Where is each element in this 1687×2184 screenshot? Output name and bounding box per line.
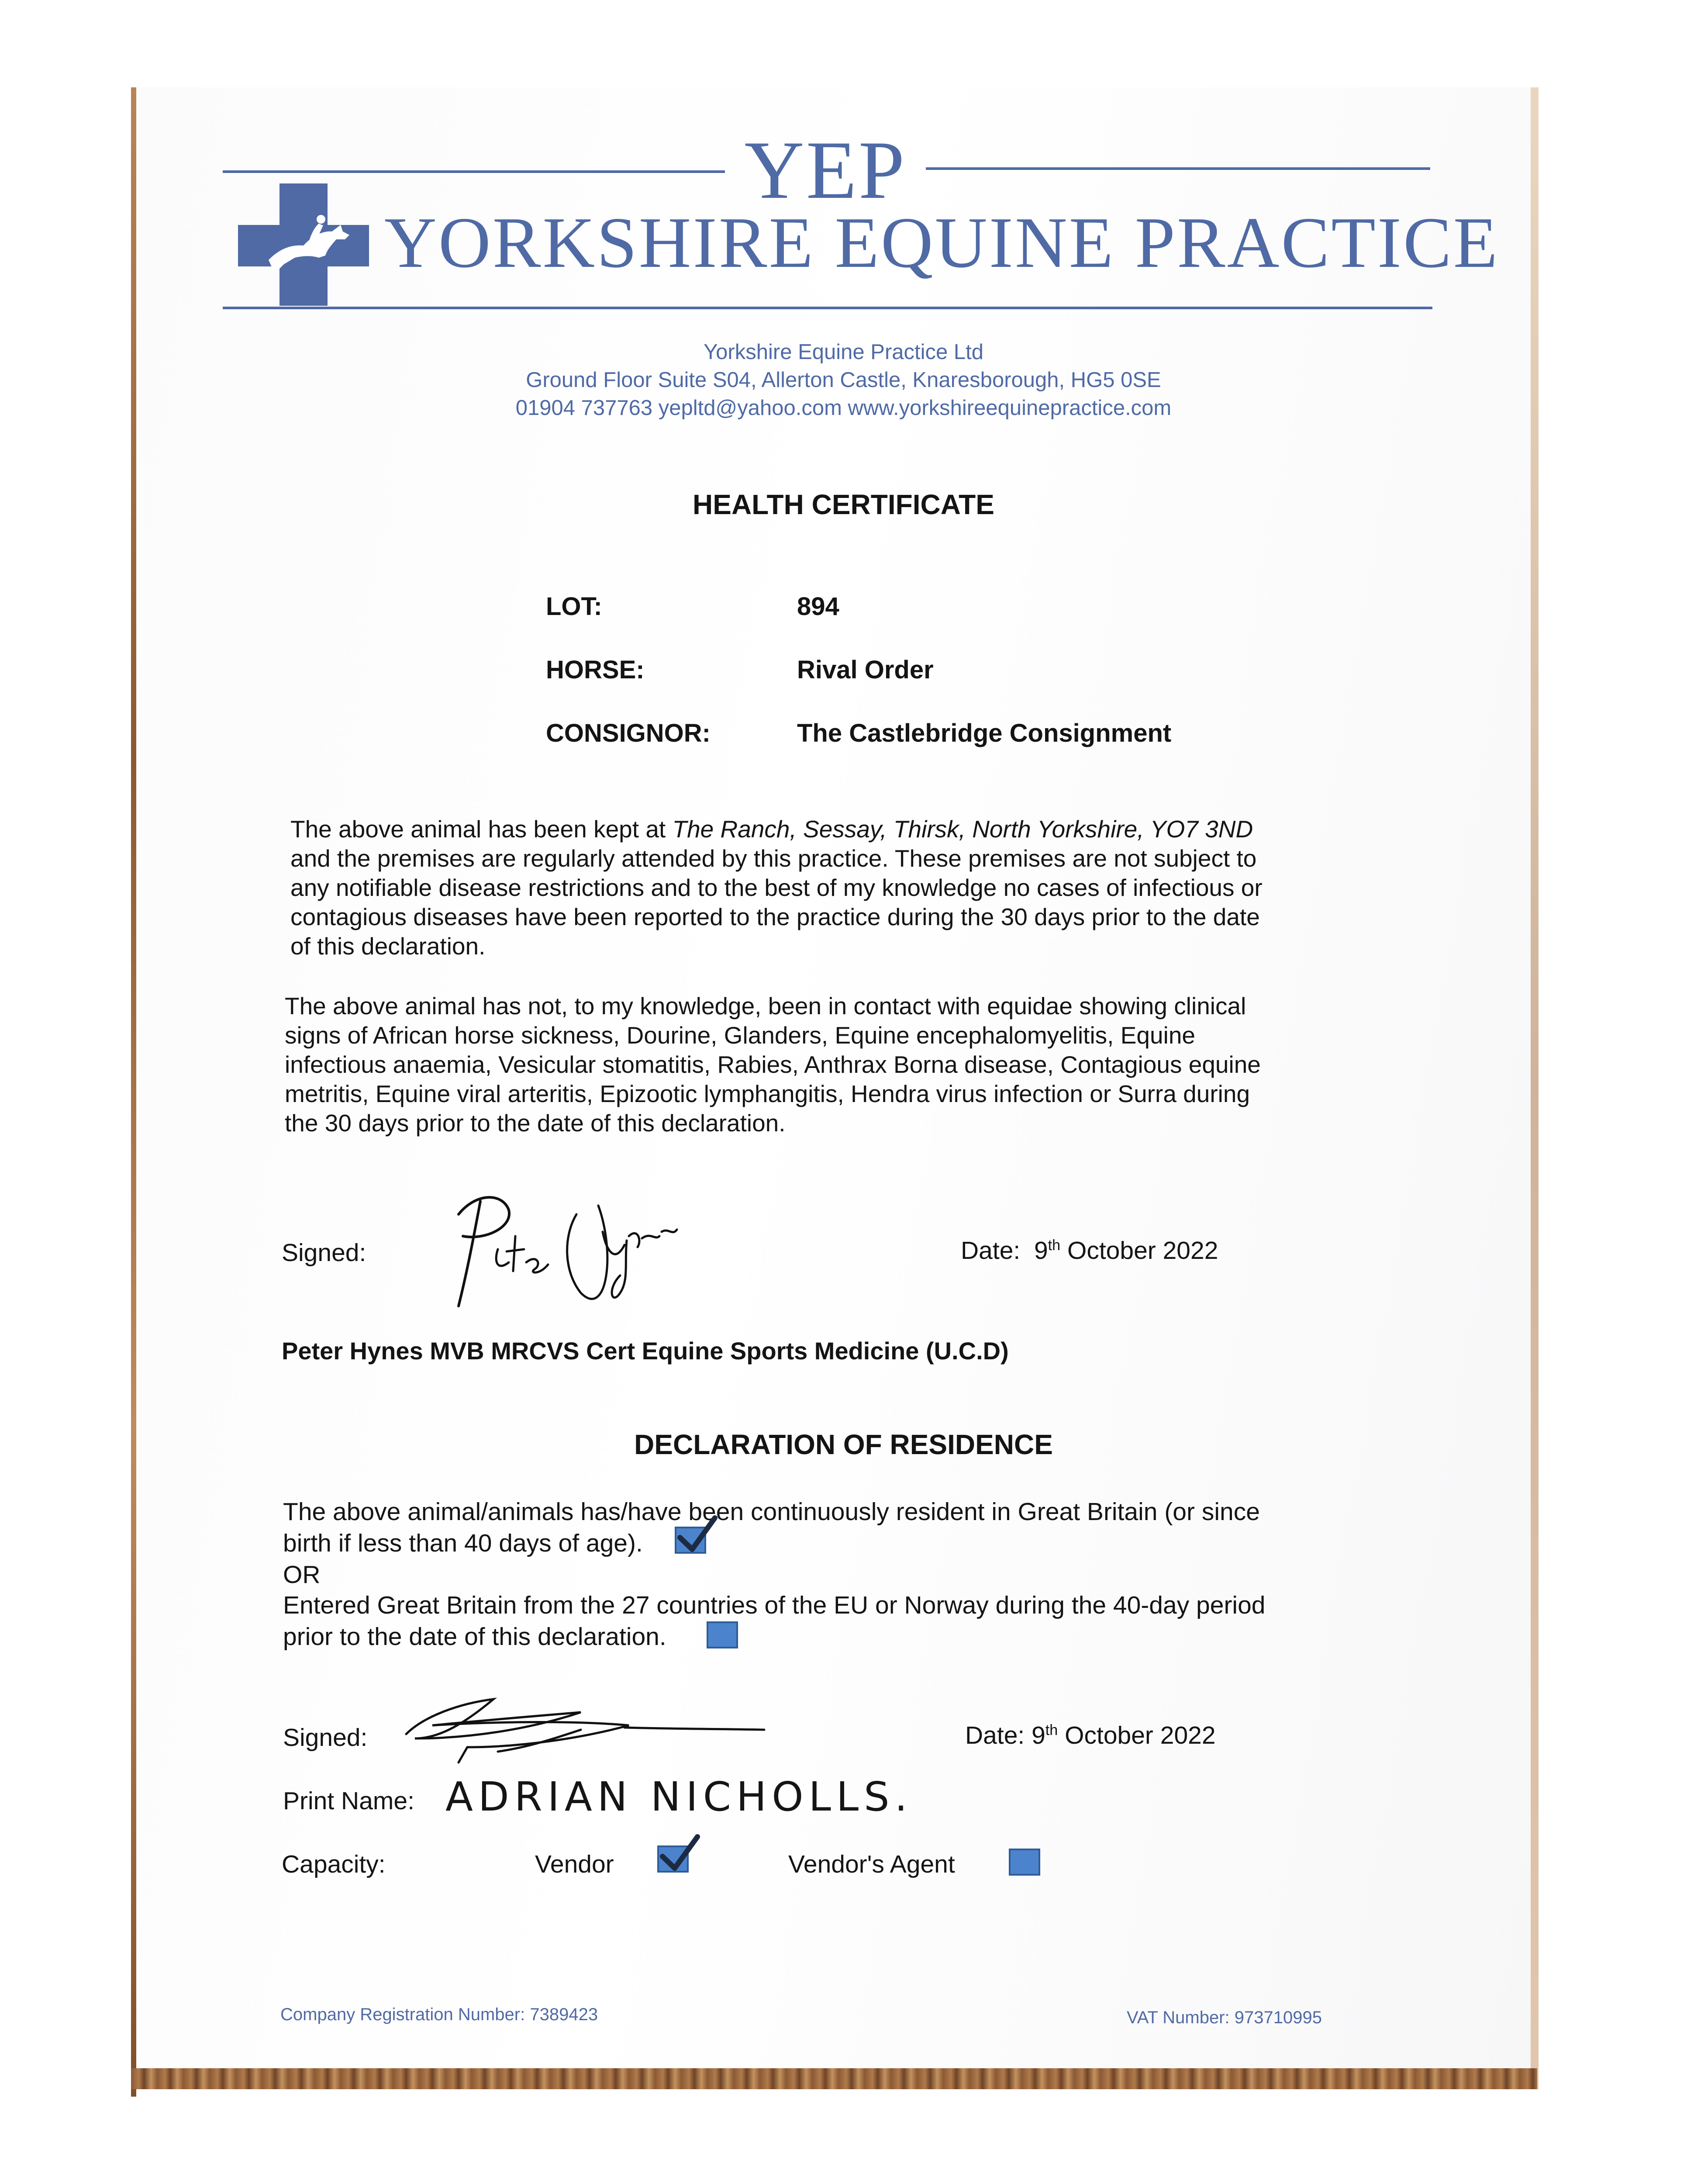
wood-edge-bottom: [131, 2068, 1537, 2089]
health-certificate-title: HEALTH CERTIFICATE: [693, 489, 994, 520]
vendor-label: Vendor: [535, 1850, 614, 1878]
checkmark-icon: [675, 1514, 718, 1557]
horse-label: HORSE:: [546, 656, 645, 684]
residence-option1-line1: The above animal/animals has/have been continuously resident in Great Britain (or since: [283, 1498, 1260, 1526]
company-name: Yorkshire Equine Practice Ltd: [704, 340, 983, 364]
residence-option1-line2: birth if less than 40 days of age).: [283, 1529, 643, 1557]
premises-location: The Ranch, Sessay, Thirsk, North Yorkshire, YO7 3ND: [672, 816, 1253, 843]
premises-line-4: contagious diseases have been reported to the practice during the 30 days prior to the date: [290, 903, 1260, 930]
declarant-date: [965, 1721, 1216, 1750]
contact-line-5: the 30 days prior to the date of this declaration.: [285, 1109, 786, 1137]
declarant-date-label: Date:: [965, 1721, 1025, 1749]
vendors-agent-label: Vendor's Agent: [788, 1850, 955, 1878]
header-rule-right: [926, 167, 1430, 170]
contact-line-2: signs of African horse sickness, Dourine, Glanders, Equine encephalomyelitis, Equine: [285, 1022, 1196, 1049]
declarant-signature: [397, 1686, 773, 1765]
vet-name-credentials: Peter Hynes MVB MRCVS Cert Equine Sports Medicine (U.C.D): [282, 1337, 1009, 1365]
contact-line-3: infectious anaemia, Vesicular stomatitis, Rabies, Anthrax Borna disease, Contagious equine: [285, 1051, 1261, 1078]
vet-signature: [432, 1175, 703, 1315]
company-registration-number: Company Registration Number: 7389423: [280, 2005, 598, 2024]
vet-date-day: 9: [1034, 1237, 1048, 1265]
logo-abbrev: YEP: [744, 124, 907, 216]
residence-or: OR: [283, 1561, 321, 1589]
contact-paragraph: [285, 992, 1261, 1138]
company-address: Ground Floor Suite S04, Allerton Castle, Knaresborough, HG5 0SE: [526, 368, 1161, 392]
lot-value: 894: [797, 592, 839, 621]
vet-date: [961, 1236, 1218, 1265]
consignor-value: The Castlebridge Consignment: [797, 719, 1172, 747]
vat-number: VAT Number: 973710995: [1127, 2008, 1322, 2027]
declarant-date-month-year: October 2022: [1065, 1721, 1216, 1749]
residence-option1-checkbox[interactable]: [675, 1527, 706, 1554]
contact-line-4: metritis, Equine viral arteritis, Epizootic lymphangitis, Hendra virus infection or Surra during: [285, 1080, 1250, 1107]
premises-paragraph: [290, 815, 1263, 961]
header-rule-left: [223, 170, 725, 173]
vendor-checkbox[interactable]: [657, 1845, 689, 1873]
capacity-label: Capacity:: [282, 1850, 386, 1878]
premises-line-3: any notifiable disease restrictions and to the best of my knowledge no cases of infectious or: [290, 874, 1263, 901]
header-rule-bottom: [223, 307, 1432, 309]
premises-line-5: of this declaration.: [290, 933, 486, 960]
consignor-label: CONSIGNOR:: [546, 719, 711, 747]
vendors-agent-checkbox[interactable]: [1009, 1849, 1040, 1876]
company-contact: 01904 737763 yepltd@yahoo.com www.yorkshireequinepractice.com: [515, 396, 1172, 420]
medical-cross-horse-logo-icon: [238, 183, 369, 306]
residence-title: DECLARATION OF RESIDENCE: [634, 1429, 1053, 1460]
residence-option2-line1: Entered Great Britain from the 27 countries of the EU or Norway during the 40-day period: [283, 1591, 1266, 1619]
practice-name-logo: YORKSHIRE EQUINE PRACTICE: [384, 202, 1500, 283]
vet-date-month-year: October 2022: [1067, 1237, 1218, 1265]
horse-value: Rival Order: [797, 656, 934, 684]
residence-option2-checkbox[interactable]: [707, 1621, 738, 1648]
premises-line-1: [290, 815, 1263, 844]
print-name-value: ADRIAN NICHOLLS.: [445, 1773, 913, 1820]
vet-date-suffix: th: [1048, 1237, 1061, 1254]
checkmark-icon: [657, 1832, 701, 1876]
declarant-signed-label: Signed:: [283, 1724, 368, 1752]
lot-label: LOT:: [546, 592, 602, 621]
premises-line-2: and the premises are regularly attended by this practice. These premises are not subject to: [290, 845, 1257, 872]
residence-option2-line2: prior to the date of this declaration.: [283, 1623, 666, 1651]
declarant-date-day: 9: [1032, 1721, 1045, 1749]
vet-date-label: Date:: [961, 1237, 1021, 1265]
premises-text: The above animal has been kept at: [290, 816, 673, 843]
contact-line-1: The above animal has not, to my knowledge, been in contact with equidae showing clinical: [285, 992, 1246, 1019]
print-name-label: Print Name:: [283, 1787, 414, 1815]
declarant-date-suffix: th: [1045, 1722, 1058, 1738]
vet-signed-label: Signed:: [282, 1239, 366, 1267]
